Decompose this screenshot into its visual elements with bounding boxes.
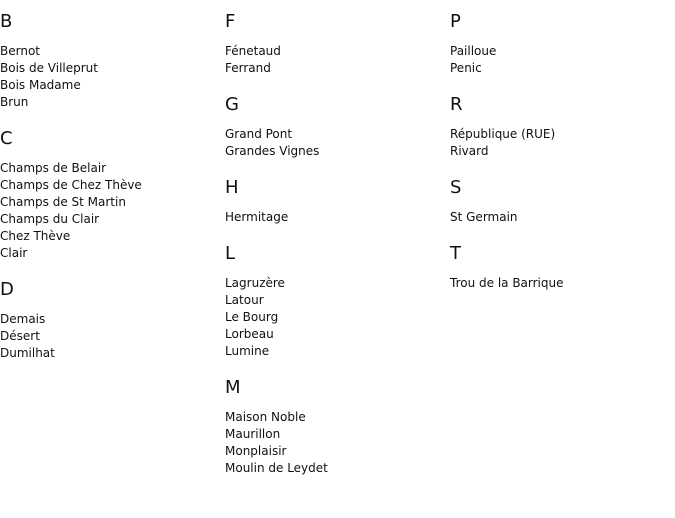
street-list-c — [0, 160, 220, 262]
street-list-s — [450, 209, 670, 226]
street-item — [450, 60, 670, 77]
street-link-pailloue[interactable]: Pailloue — [450, 44, 497, 58]
letter-heading-f: F — [225, 11, 236, 32]
street-item — [0, 245, 220, 262]
street-item — [225, 409, 445, 426]
street-list-b — [0, 43, 220, 111]
street-link-ferrand[interactable]: Ferrand — [225, 61, 271, 75]
street-item — [225, 126, 445, 143]
letter-group-d — [0, 279, 220, 362]
letter-group-p — [450, 11, 670, 77]
street-link-penic[interactable]: Penic — [450, 61, 482, 75]
letter-heading-m: M — [225, 377, 241, 398]
street-item — [225, 343, 445, 360]
street-item — [225, 443, 445, 460]
index-column-3 — [450, 11, 670, 309]
street-item — [0, 211, 220, 228]
street-item — [225, 275, 445, 292]
street-item — [225, 326, 445, 343]
street-item — [225, 426, 445, 443]
street-list-t — [450, 275, 670, 292]
street-item — [225, 60, 445, 77]
street-list-f — [225, 43, 445, 77]
street-link-fenetaud[interactable]: Fénetaud — [225, 44, 281, 58]
street-link-moulin-de-leydet[interactable]: Moulin de Leydet — [225, 461, 328, 475]
street-item — [0, 160, 220, 177]
street-link-bois-de-villeprut[interactable]: Bois de Villeprut — [0, 61, 98, 75]
street-item — [0, 194, 220, 211]
street-link-republique-rue[interactable]: République (RUE) — [450, 127, 556, 141]
letter-heading-l: L — [225, 243, 236, 264]
street-item — [450, 126, 670, 143]
street-item — [450, 275, 670, 292]
street-link-lagruzere[interactable]: Lagruzère — [225, 276, 285, 290]
letter-group-h — [225, 177, 445, 226]
street-link-clair[interactable]: Clair — [0, 246, 28, 260]
letter-group-l — [225, 243, 445, 360]
street-link-bois-madame[interactable]: Bois Madame — [0, 78, 81, 92]
street-item — [225, 292, 445, 309]
street-link-champs-de-chez-theve[interactable]: Champs de Chez Thève — [0, 178, 142, 192]
letter-heading-b: B — [0, 11, 13, 32]
street-link-latour[interactable]: Latour — [225, 293, 264, 307]
letter-group-r — [450, 94, 670, 160]
street-list-r — [450, 126, 670, 160]
letter-heading-c: C — [0, 128, 13, 149]
street-item — [0, 60, 220, 77]
street-item — [0, 77, 220, 94]
street-list-p — [450, 43, 670, 77]
index-column-2 — [225, 11, 445, 494]
street-item — [225, 43, 445, 60]
street-item — [0, 328, 220, 345]
street-link-maurillon[interactable]: Maurillon — [225, 427, 281, 441]
street-item — [0, 345, 220, 362]
street-list-d — [0, 311, 220, 362]
street-item — [225, 309, 445, 326]
street-list-m — [225, 409, 445, 477]
street-link-dumilhat[interactable]: Dumilhat — [0, 346, 55, 360]
street-link-lumine[interactable]: Lumine — [225, 344, 270, 358]
street-item — [450, 43, 670, 60]
letter-group-g — [225, 94, 445, 160]
street-link-chez-theve[interactable]: Chez Thève — [0, 229, 71, 243]
letter-heading-t: T — [450, 243, 461, 264]
street-link-grandes-vignes[interactable]: Grandes Vignes — [225, 144, 320, 158]
street-link-maison-noble[interactable]: Maison Noble — [225, 410, 306, 424]
letter-heading-p: P — [450, 11, 461, 32]
street-list-l — [225, 275, 445, 360]
street-link-bernot[interactable]: Bernot — [0, 44, 40, 58]
street-item — [0, 311, 220, 328]
index-column-1 — [0, 11, 220, 379]
street-link-champs-de-belair[interactable]: Champs de Belair — [0, 161, 107, 175]
street-link-demais[interactable]: Demais — [0, 312, 46, 326]
street-list-g — [225, 126, 445, 160]
street-item — [0, 228, 220, 245]
letter-group-t — [450, 243, 670, 292]
street-link-brun[interactable]: Brun — [0, 95, 29, 109]
street-link-monplaisir[interactable]: Monplaisir — [225, 444, 287, 458]
street-item — [0, 177, 220, 194]
street-link-champs-du-clair[interactable]: Champs du Clair — [0, 212, 100, 226]
street-link-lorbeau[interactable]: Lorbeau — [225, 327, 274, 341]
street-item — [450, 209, 670, 226]
street-link-desert[interactable]: Désert — [0, 329, 40, 343]
street-link-le-bourg[interactable]: Le Bourg — [225, 310, 279, 324]
letter-heading-h: H — [225, 177, 239, 198]
letter-group-c — [0, 128, 220, 262]
street-link-hermitage[interactable]: Hermitage — [225, 210, 289, 224]
street-item — [225, 460, 445, 477]
letter-group-b — [0, 11, 220, 111]
letter-group-m — [225, 377, 445, 477]
street-link-rivard[interactable]: Rivard — [450, 144, 489, 158]
street-item — [225, 143, 445, 160]
letter-heading-d: D — [0, 279, 14, 300]
street-item — [0, 94, 220, 111]
street-list-h — [225, 209, 445, 226]
street-item — [0, 43, 220, 60]
street-item — [450, 143, 670, 160]
street-link-champs-de-st-martin[interactable]: Champs de St Martin — [0, 195, 126, 209]
letter-group-f — [225, 11, 445, 77]
street-item — [225, 209, 445, 226]
letter-heading-s: S — [450, 177, 462, 198]
letter-heading-g: G — [225, 94, 239, 115]
street-link-st-germain[interactable]: St Germain — [450, 210, 518, 224]
letter-heading-r: R — [450, 94, 463, 115]
street-link-grand-pont[interactable]: Grand Pont — [225, 127, 293, 141]
street-link-trou-de-la-barrique[interactable]: Trou de la Barrique — [450, 276, 564, 290]
letter-group-s — [450, 177, 670, 226]
